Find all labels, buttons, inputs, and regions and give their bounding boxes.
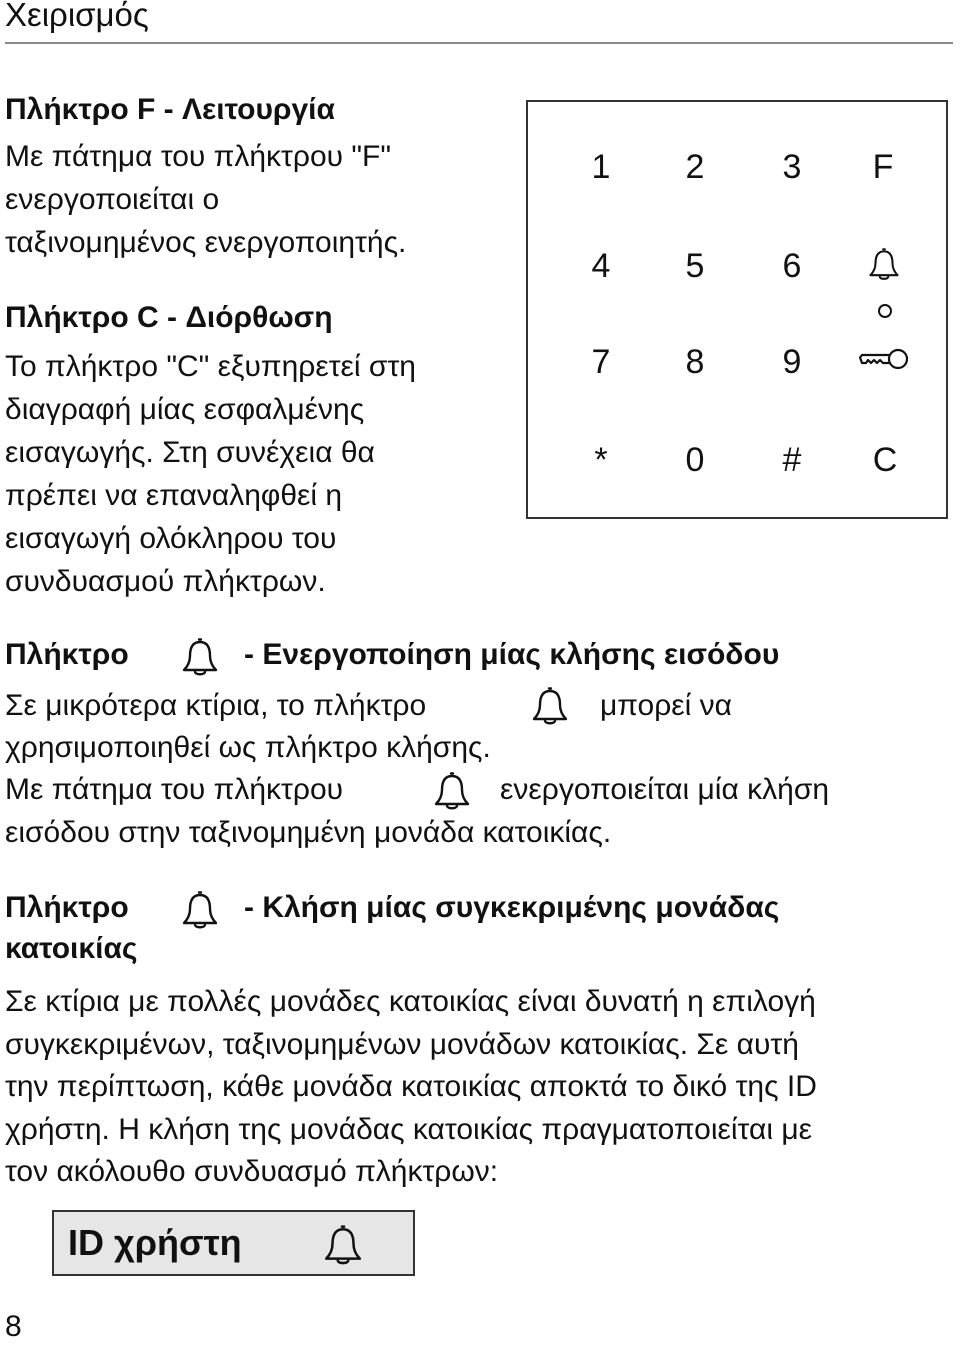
keypad-key-c: C — [872, 441, 898, 479]
bell-icon — [180, 890, 220, 932]
c-key-text-line: εισαγωγής. Στη συνέχεια θα — [5, 436, 375, 469]
keypad-key-4: 4 — [591, 247, 611, 285]
keypad-key-8: 8 — [685, 343, 705, 381]
unit-call-text-line: χρήστη. Η κλήση της μονάδας κατοικίας πραγματοποιείται με — [5, 1113, 812, 1146]
unit-call-text-line: την περίπτωση, κάθε μονάδα κατοικίας αποκτά το δικό της ID — [5, 1070, 817, 1103]
page-number: 8 — [5, 1310, 22, 1343]
c-key-text-line: πρέπει να επαναληφθεί η — [5, 479, 343, 512]
section-title: Χειρισμός — [5, 0, 149, 33]
bell-call-text-line: Σε μικρότερα κτίρια, το πλήκτρο — [5, 689, 427, 722]
user-id-label: ID χρήστη — [68, 1222, 242, 1263]
f-key-heading: Πλήκτρο F - Λειτουργία — [5, 93, 335, 126]
unit-call-heading-suffix: - Κλήση μίας συγκεκριμένης μονάδας — [244, 891, 780, 924]
bell-icon — [530, 686, 570, 728]
keypad-key-5: 5 — [685, 247, 705, 285]
c-key-text-line: εισαγωγή ολόκληρου του — [5, 522, 337, 555]
keypad-key-f: F — [872, 148, 894, 186]
keypad-key-7: 7 — [591, 343, 611, 381]
keypad-key-0: 0 — [685, 441, 705, 479]
keypad-key-hash: # — [782, 441, 802, 479]
keypad-diagram — [526, 100, 948, 519]
bell-call-text-line: εισόδου στην ταξινομημένη μονάδα κατοικίας. — [5, 816, 612, 849]
keypad-key-1: 1 — [591, 148, 611, 186]
led-indicator-icon — [877, 303, 893, 319]
c-key-heading: Πλήκτρο C - Διόρθωση — [5, 301, 333, 334]
keypad-key-9: 9 — [782, 343, 802, 381]
bell-call-text-line: χρησιμοποιηθεί ως πλήκτρο κλήσης. — [5, 731, 491, 764]
title-divider — [5, 42, 953, 44]
bell-call-heading-suffix: - Ενεργοποίηση μίας κλήσης εισόδου — [244, 638, 780, 671]
bell-icon — [432, 771, 472, 813]
f-key-text-line: Με πάτημα του πλήκτρου "F" — [5, 140, 392, 173]
unit-call-heading-prefix: Πλήκτρο — [5, 891, 129, 924]
unit-call-text-line: τον ακόλουθο συνδυασμό πλήκτρων: — [5, 1155, 499, 1188]
keypad-key-6: 6 — [782, 247, 802, 285]
unit-call-heading-line2: κατοικίας — [5, 932, 138, 965]
keypad-key-star: * — [594, 441, 608, 479]
bell-call-text-line: μπορεί να — [600, 689, 733, 722]
user-id-combo-box — [52, 1210, 415, 1276]
unit-call-text-line: Σε κτίρια με πολλές μονάδες κατοικίας είναι δυνατή η επιλογή — [5, 985, 816, 1018]
c-key-text-line: διαγραφή μίας εσφαλμένης — [5, 393, 365, 426]
f-key-text-line: ταξινομημένος ενεργοποιητής. — [5, 226, 407, 259]
keypad-key-2: 2 — [685, 148, 705, 186]
bell-icon — [180, 637, 220, 679]
keypad-key-3: 3 — [782, 148, 802, 186]
c-key-text-line: Το πλήκτρο "C" εξυπηρετεί στη — [5, 350, 416, 383]
bell-call-text-line: ενεργοποιείται μία κλήση — [500, 773, 830, 806]
key-icon — [858, 344, 910, 374]
bell-call-heading-prefix: Πλήκτρο — [5, 638, 129, 671]
c-key-text-line: συνδυασμού πλήκτρων. — [5, 565, 326, 598]
unit-call-text-line: συγκεκριμένων, ταξινομημένων μονάδων κατοικίας. Σε αυτή — [5, 1028, 799, 1061]
bell-icon — [867, 247, 901, 283]
bell-call-text-line: Με πάτημα του πλήκτρου — [5, 773, 344, 806]
bell-icon — [322, 1224, 364, 1268]
f-key-text-line: ενεργοποιείται ο — [5, 183, 220, 216]
